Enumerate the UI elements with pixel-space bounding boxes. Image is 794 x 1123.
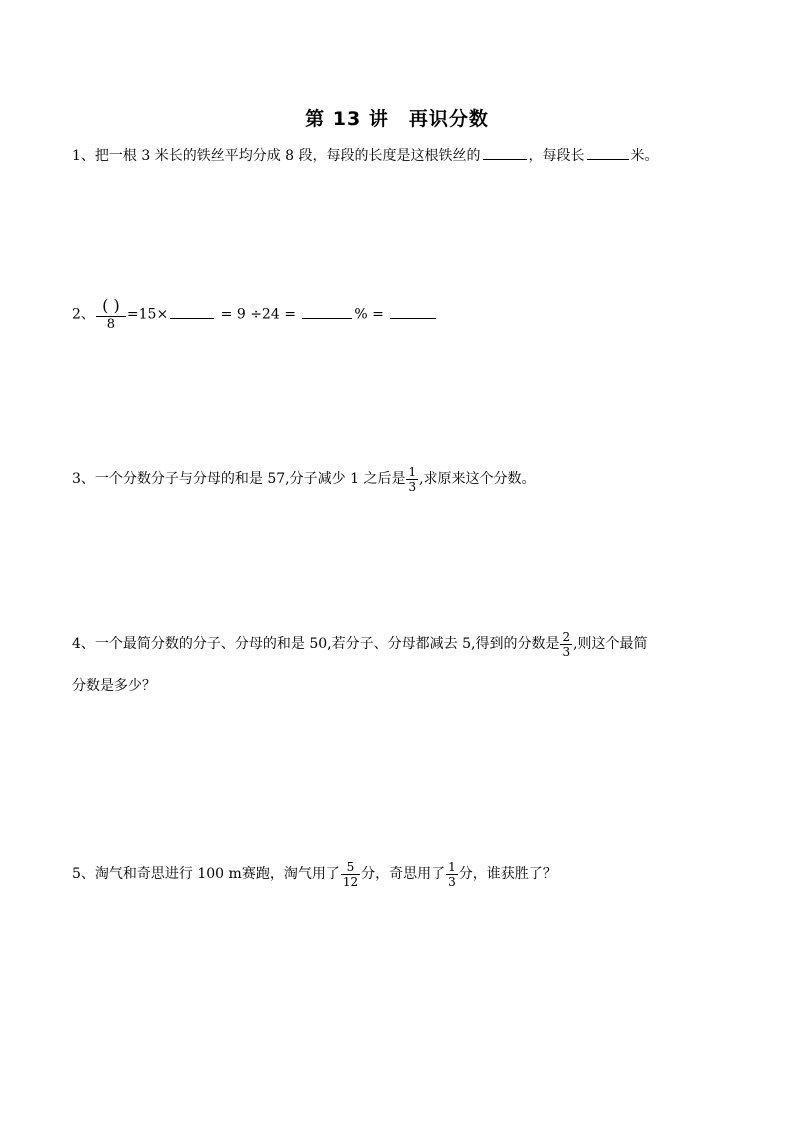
fraction bbox=[446, 860, 458, 889]
answer-blank[interactable] bbox=[587, 145, 629, 160]
question-2 bbox=[72, 296, 732, 333]
fraction-numerator: 1 bbox=[408, 464, 417, 479]
fraction bbox=[96, 296, 126, 333]
lesson-number: 第 13 讲 bbox=[305, 108, 389, 130]
fraction-denominator: 3 bbox=[448, 874, 456, 889]
question-text: 分，谁获胜了？ bbox=[458, 866, 557, 882]
lesson-topic: 再识分数 bbox=[408, 108, 489, 130]
question-1 bbox=[72, 145, 732, 166]
fraction-denominator: 8 bbox=[106, 317, 116, 332]
question-text: 淘气和奇思进行 100 m赛跑，淘气用了 bbox=[94, 866, 340, 882]
question-text: 把一根 3 米长的铁丝平均分成 8 段，每段的长度是这根铁丝的 bbox=[94, 148, 481, 164]
question-text: = 9 ÷24 = bbox=[220, 306, 296, 323]
answer-blank[interactable] bbox=[390, 304, 436, 319]
question-text: ,则这个最简 bbox=[573, 636, 648, 652]
fraction bbox=[560, 630, 572, 659]
question-4 bbox=[72, 626, 732, 662]
question-number: 1、 bbox=[72, 148, 95, 164]
answer-blank[interactable] bbox=[302, 304, 352, 319]
question-text: 米。 bbox=[630, 148, 659, 164]
question-number: 4、 bbox=[72, 636, 95, 652]
question-text: ，每段长 bbox=[528, 148, 585, 164]
fraction-numerator: 5 bbox=[346, 859, 355, 874]
answer-blank[interactable] bbox=[170, 304, 214, 319]
question-text: =15× bbox=[126, 306, 169, 323]
question-text: 分数是多少？ bbox=[72, 678, 156, 694]
question-number: 3、 bbox=[72, 471, 95, 487]
fraction bbox=[406, 465, 418, 494]
question-number: 5、 bbox=[72, 866, 95, 882]
page-title bbox=[0, 104, 794, 131]
question-text: 分，奇思用了 bbox=[361, 866, 446, 882]
question-4-continued bbox=[72, 676, 732, 696]
question-5 bbox=[72, 856, 732, 892]
question-number: 2、 bbox=[72, 306, 95, 323]
question-text: 一个分数分子与分母的和是 57,分子减少 1 之后是 bbox=[94, 471, 406, 487]
fraction-denominator: 3 bbox=[562, 644, 571, 659]
fraction-numerator: 2 bbox=[562, 629, 571, 644]
question-3 bbox=[72, 461, 732, 497]
answer-blank[interactable] bbox=[483, 145, 527, 160]
fraction-numerator: ( ) bbox=[102, 296, 120, 315]
fraction-denominator: 12 bbox=[342, 874, 359, 889]
fraction bbox=[341, 860, 360, 889]
question-text: 一个最简分数的分子、分母的和是 50,若分子、分母都减去 5,得到的分数是 bbox=[94, 636, 560, 652]
fraction-denominator: 3 bbox=[408, 479, 417, 494]
fraction-numerator: 1 bbox=[448, 859, 456, 874]
question-text: % = bbox=[354, 306, 384, 323]
question-text: ,求原来这个分数。 bbox=[419, 471, 536, 487]
